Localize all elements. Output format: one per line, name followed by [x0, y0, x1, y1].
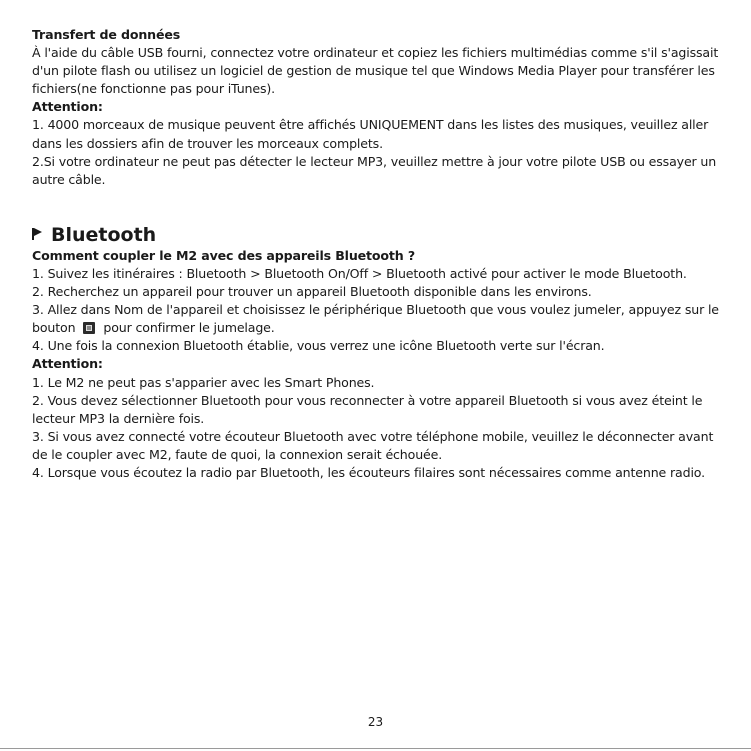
bluetooth-note-1: 1. Le M2 ne peut pas s'apparier avec les Smart Phones. [32, 374, 375, 390]
bluetooth-step-1: 1. Suivez les itinéraires : Bluetooth > Bluetooth On/Off > Bluetooth activé pour activer le mode Bluetooth. [32, 265, 687, 281]
bluetooth-attention-label: Attention: [32, 356, 103, 372]
bluetooth-note-3: 3. Si vous avez connecté votre écouteur Bluetooth avec votre téléphone mobile, veuillez le déconnecter avant de le coupler avec M2, faute de quoi, la connexion serait échouée. [32, 428, 714, 462]
section-gap [32, 189, 732, 223]
bluetooth-step-2: 2. Recherchez un appareil pour trouver un appareil Bluetooth disponible dans les environs. [32, 284, 592, 300]
bluetooth-heading-text: Bluetooth [51, 223, 157, 246]
transfer-note-1: 1. 4000 morceaux de musique peuvent être affichés UNIQUEMENT dans les listes des musiques, veuillez aller dans les dossiers afin de trouver les morceaux complets. [32, 117, 709, 151]
page-number: 23 [367, 715, 384, 729]
bluetooth-note-2: 2. Vous devez sélectionner Bluetooth pour vous reconnecter à votre appareil Bluetooth si vous avez éteint le lecteur MP3 la dernière fois. [32, 392, 703, 426]
transfer-note-2: 2.Si votre ordinateur ne peut pas détecter le lecteur MP3, veuillez mettre à jour votre pilote USB ou essayer un autre câble. [32, 153, 717, 187]
bluetooth-subheading: Comment coupler le M2 avec des appareils Bluetooth ? [32, 247, 415, 263]
transfer-title: Transfert de données [32, 27, 181, 42]
bottom-rule [0, 748, 751, 749]
bluetooth-note-4: 4. Lorsque vous écoutez la radio par Bluetooth, les écouteurs filaires sont nécessaires comme antenne radio. [32, 464, 705, 480]
bluetooth-step-4: 4. Une fois la connexion Bluetooth établie, vous verrez une icône Bluetooth verte sur l'écran. [32, 338, 605, 354]
transfer-body: À l'aide du câble USB fourni, connectez votre ordinateur et copiez les fichiers multimédias comme s'il s'agissait d'un pilote flash ou utilisez un logiciel de gestion de musique tel que Windows Media Player pour transférer les fichiers(ne fonctionne pas pour iTunes). [32, 45, 719, 97]
flag-icon [32, 228, 43, 240]
bluetooth-step-3-text: 3. Allez dans Nom de l'appareil et choisissez le périphérique Bluetooth que vous voulez jumeler, appuyez sur le bouton [32, 302, 719, 336]
bluetooth-step-3-end: pour confirmer le jumelage. [103, 320, 275, 336]
transfer-attention-label: Attention: [32, 99, 103, 115]
bluetooth-step-3 [32, 301, 732, 337]
bluetooth-heading [32, 223, 732, 247]
confirm-button-icon [83, 322, 95, 334]
manual-page [32, 26, 732, 482]
